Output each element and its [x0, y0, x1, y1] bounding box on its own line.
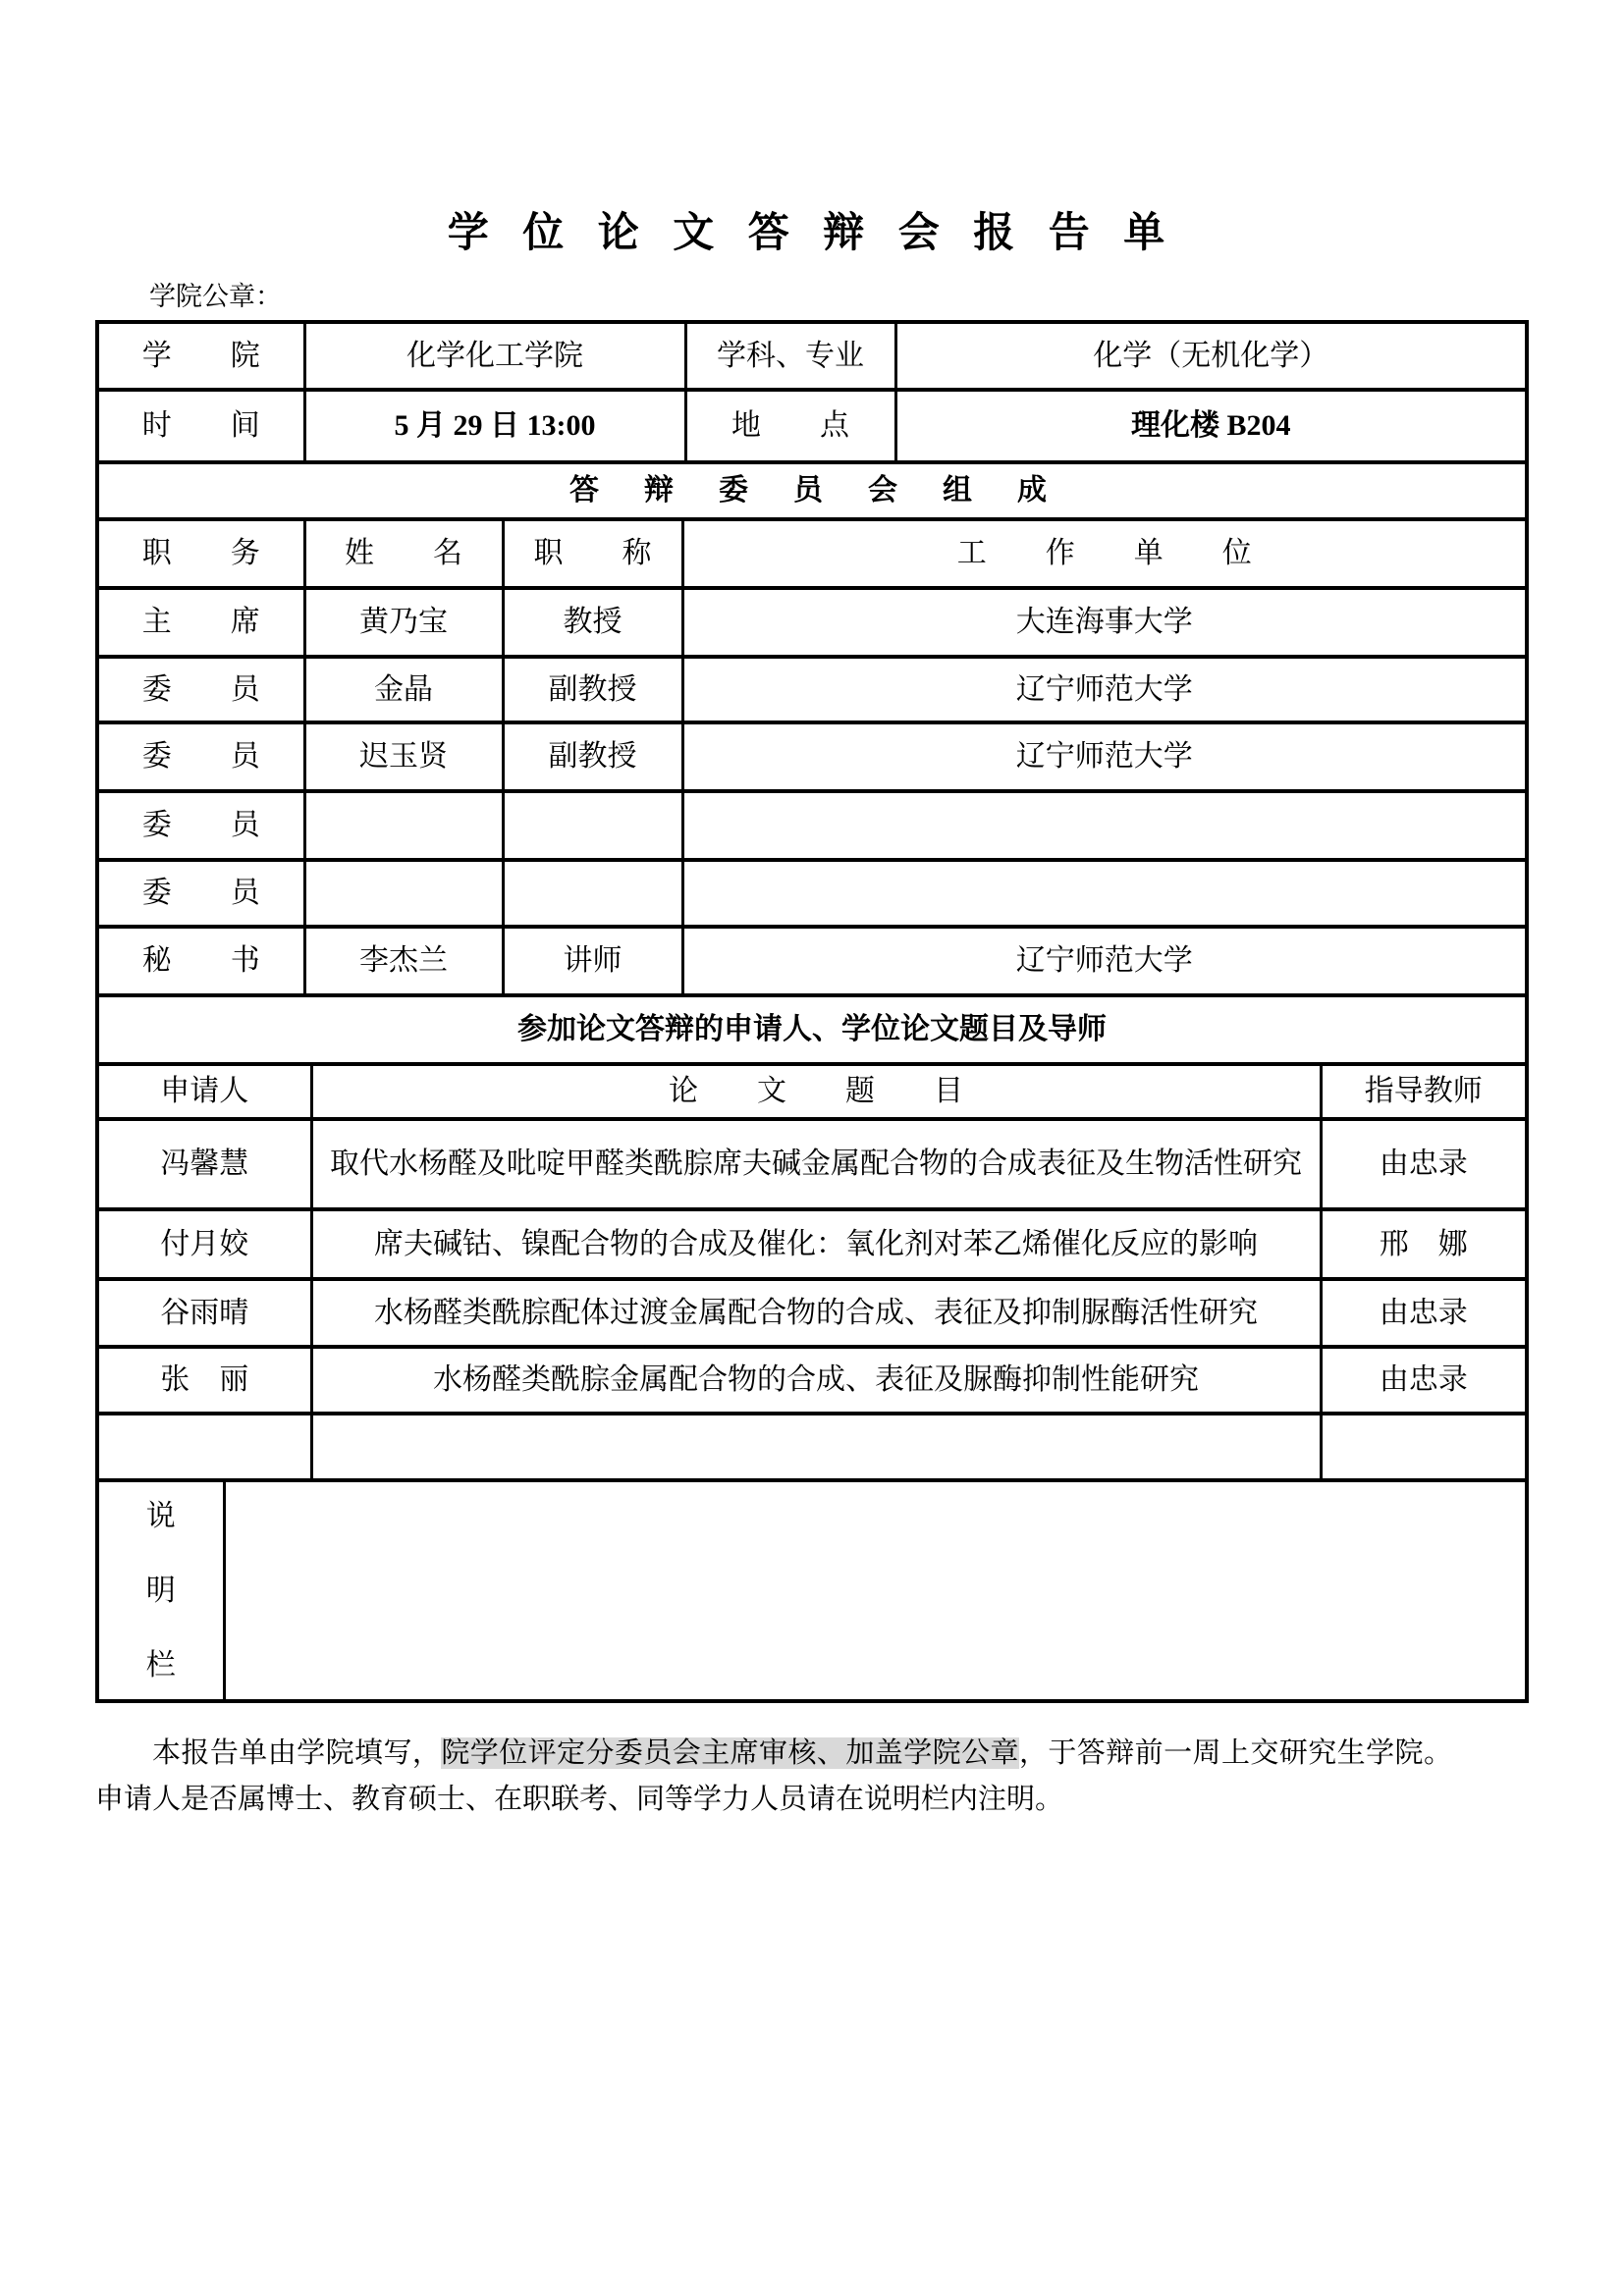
subject-label: 学科、专业 [685, 324, 895, 390]
committee-name-cell [304, 860, 503, 927]
applicant-row [99, 1347, 1525, 1414]
applicant-name-cell: 付月姣 [99, 1209, 311, 1279]
time-value: 5 月 29 日 13:00 [304, 390, 685, 460]
applicant-name-cell: 张 丽 [99, 1347, 311, 1414]
committee-name-header: 姓 名 [304, 519, 503, 588]
committee-section-title: 答 辩 委 员 会 组 成 [99, 462, 1525, 519]
committee-header-row [99, 519, 1525, 588]
page-title: 学 位 论 文 答 辩 会 报 告 单 [447, 211, 1177, 256]
committee-unit-cell: 辽宁师范大学 [682, 657, 1525, 722]
subject-value: 化学（无机化学） [895, 324, 1525, 390]
committee-row [99, 657, 1525, 722]
committee-role-cell: 委 员 [99, 791, 304, 860]
advisor-name-cell: 由忠录 [1321, 1279, 1525, 1347]
committee-role-cell: 委 员 [99, 860, 304, 927]
committee-unit-cell [682, 860, 1525, 927]
advisor-name-cell [1321, 1414, 1525, 1478]
applicants-header-row [99, 1064, 1525, 1119]
advisor-header: 指导教师 [1321, 1064, 1525, 1119]
thesis-title-cell: 水杨醛类酰腙配体过渡金属配合物的合成、表征及抑制脲酶活性研究 [311, 1279, 1321, 1347]
footer-highlighted-text: 院学位评定分委员会主席审核、加盖学院公章 [441, 1737, 1019, 1769]
committee-title-cell: 讲师 [503, 927, 682, 993]
committee-unit-cell [682, 791, 1525, 860]
applicants-section-title: 参加论文答辩的申请人、学位论文题目及导师 [99, 995, 1525, 1064]
committee-name-cell [304, 791, 503, 860]
notes-row [99, 1480, 1525, 1699]
committee-title-header: 职 称 [503, 519, 682, 588]
committee-title-cell: 教授 [503, 588, 682, 657]
thesis-header: 论 文 题 目 [311, 1064, 1321, 1119]
applicant-row [99, 1119, 1525, 1209]
committee-role-cell: 秘 书 [99, 927, 304, 993]
notes-label [99, 1480, 224, 1699]
notes-label-char: 明 [145, 1574, 176, 1607]
advisor-name-cell: 由忠录 [1321, 1347, 1525, 1414]
advisor-name-cell: 邢 娜 [1321, 1209, 1525, 1279]
info-row-college [99, 324, 1525, 390]
committee-name-cell: 黄乃宝 [304, 588, 503, 657]
info-row-time [99, 390, 1525, 460]
place-value: 理化楼 B204 [895, 390, 1525, 460]
thesis-title-cell: 取代水杨醛及吡啶甲醛类酰腙席夫碱金属配合物的合成表征及生物活性研究 [311, 1119, 1321, 1209]
applicant-name-cell: 冯馨慧 [99, 1119, 311, 1209]
footer-text-start: 本报告单由学院填写， [152, 1737, 442, 1769]
committee-unit-cell: 辽宁师范大学 [682, 927, 1525, 993]
committee-row [99, 722, 1525, 791]
committee-row [99, 791, 1525, 860]
committee-role-cell: 委 员 [99, 722, 304, 791]
time-label: 时 间 [99, 390, 304, 460]
committee-unit-cell: 大连海事大学 [682, 588, 1525, 657]
thesis-title-cell [311, 1414, 1321, 1478]
applicant-row [99, 1279, 1525, 1347]
committee-name-cell: 金晶 [304, 657, 503, 722]
college-value: 化学化工学院 [304, 324, 685, 390]
page-content [95, 0, 1529, 1823]
applicant-header: 申请人 [99, 1064, 311, 1119]
info-table [99, 324, 1525, 460]
applicant-name-cell [99, 1414, 311, 1478]
committee-role-cell: 委 员 [99, 657, 304, 722]
report-form [95, 320, 1529, 1703]
committee-name-cell: 李杰兰 [304, 927, 503, 993]
place-label: 地 点 [685, 390, 895, 460]
college-label: 学 院 [141, 339, 260, 372]
committee-section-header [99, 462, 1525, 519]
applicants-section-header [99, 995, 1525, 1064]
advisor-name-cell: 由忠录 [1321, 1119, 1525, 1209]
committee-unit-cell: 辽宁师范大学 [682, 722, 1525, 791]
thesis-title-cell: 水杨醛类酰腙金属配合物的合成、表征及脲酶抑制性能研究 [311, 1347, 1321, 1414]
notes-label-char: 栏 [145, 1648, 176, 1682]
committee-row [99, 588, 1525, 657]
footer-instructions [95, 1731, 1452, 1823]
seal-label: 学院公章： [149, 282, 282, 311]
committee-row [99, 860, 1525, 927]
committee-title-cell [503, 860, 682, 927]
notes-label-char: 说 [145, 1499, 176, 1532]
committee-title-cell [503, 791, 682, 860]
committee-title-cell: 副教授 [503, 657, 682, 722]
committee-role-cell: 主 席 [99, 588, 304, 657]
footer-text-end: ，于答辩前一周上交研究生学院。申请人是否属博士、教育硕士、在职联考、同等学力人员请在说明栏内注明。 [95, 1737, 1452, 1815]
committee-row [99, 927, 1525, 993]
notes-label-stack [99, 1482, 223, 1699]
committee-table [99, 460, 1525, 993]
applicant-name-cell: 谷雨晴 [99, 1279, 311, 1347]
applicant-row [99, 1414, 1525, 1478]
thesis-title-cell: 席夫碱钴、镍配合物的合成及催化：氧化剂对苯乙烯催化反应的影响 [311, 1209, 1321, 1279]
committee-name-cell: 迟玉贤 [304, 722, 503, 791]
applicants-table [99, 993, 1525, 1478]
notes-table [99, 1478, 1525, 1699]
applicant-row [99, 1209, 1525, 1279]
notes-content [224, 1480, 1525, 1699]
committee-unit-header: 工 作 单 位 [682, 519, 1525, 588]
committee-role-header: 职 务 [99, 519, 304, 588]
committee-title-cell: 副教授 [503, 722, 682, 791]
